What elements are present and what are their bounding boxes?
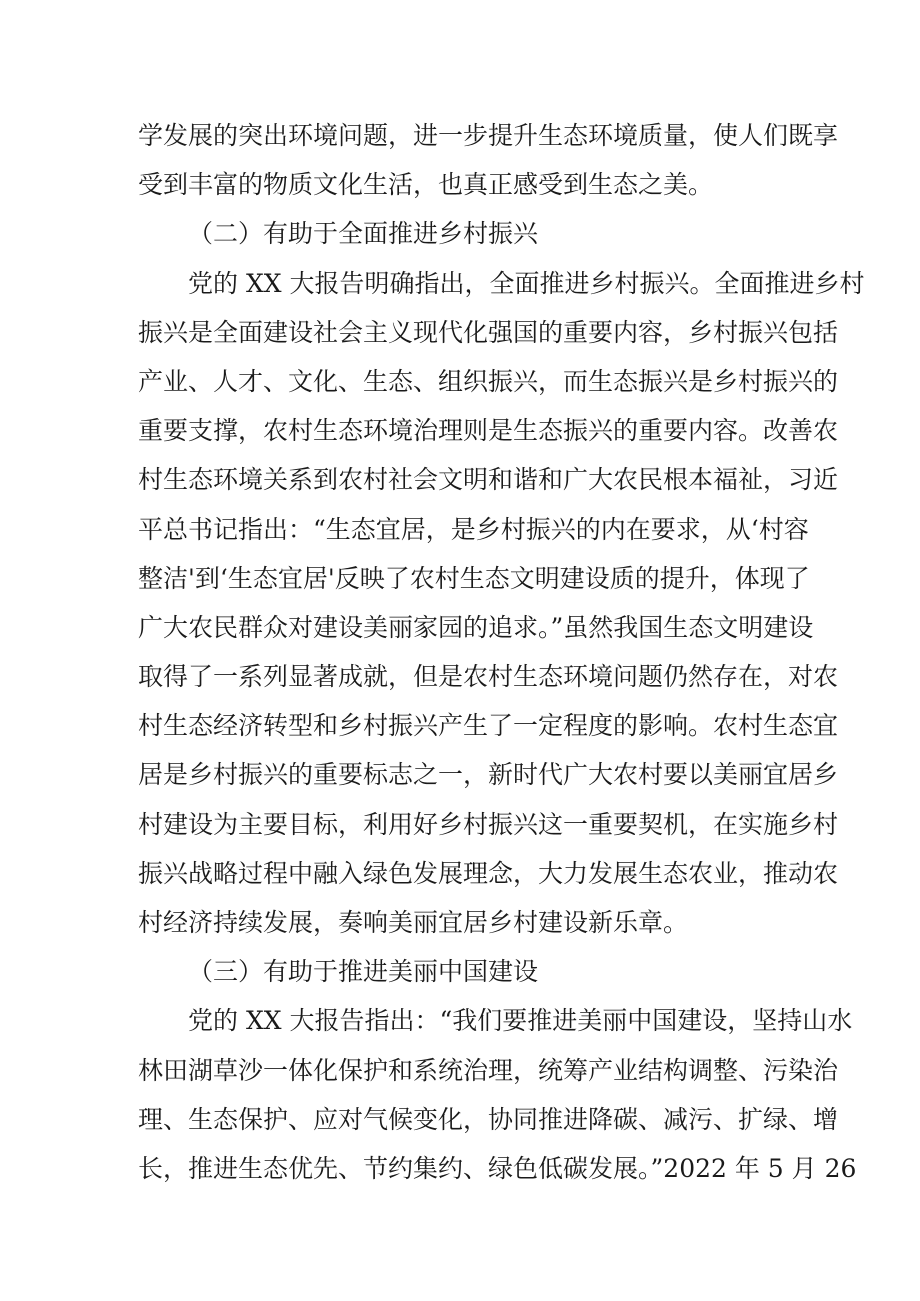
body-line: 取得了一系列显著成就，但是农村生态环境问题仍然存在，对农: [138, 662, 839, 692]
body-line: 广大农民群众对建设美丽家园的追求。”虽然我国生态文明建设: [138, 612, 814, 642]
body-line: 长，推进生态优先、节约集约、绿色低碳发展。”2022 年 5 月 26: [138, 1153, 857, 1183]
section-heading: （三）有助于推进美丽中国建设: [188, 957, 539, 987]
body-line: 林田湖草沙一体化保护和系统治理，统筹产业结构调整、污染治: [138, 1055, 839, 1085]
body-line: 学发展的突出环境问题，进一步提升生态环境质量，使人们既享: [138, 121, 839, 150]
body-line: 受到丰富的物质文化生活，也真正感受到生态之美。: [138, 170, 714, 200]
body-line: 村经济持续发展，奏响美丽宜居乡村建设新乐章。: [138, 908, 689, 937]
body-line: 理、生态保护、应对气候变化，协同推进降碳、减污、扩绿、增: [138, 1104, 839, 1134]
body-line: 党的 XX 大报告明确指出，全面推进乡村振兴。全面推进乡村: [188, 268, 865, 298]
body-line: 重要支撑，农村生态环境治理则是生态振兴的重要内容。改善农: [138, 416, 839, 446]
body-line: 振兴战略过程中融入绿色发展理念，大力发展生态农业，推动农: [138, 858, 839, 888]
body-line: 产业、人才、文化、生态、组织振兴，而生态振兴是乡村振兴的: [138, 366, 839, 396]
body-line: 党的 XX 大报告指出：“我们要推进美丽中国建设，坚持山水: [188, 1006, 853, 1036]
body-line: 村建设为主要目标，利用好乡村振兴这一重要契机，在实施乡村: [138, 809, 839, 839]
body-line: 村生态环境关系到农村社会文明和谐和广大农民根本福祉，习近: [138, 465, 839, 495]
body-line: 村生态经济转型和乡村振兴产生了一定程度的影响。农村生态宜: [138, 711, 839, 741]
body-line: 居是乡村振兴的重要标志之一，新时代广大农村要以美丽宜居乡: [138, 760, 839, 790]
document-body: [138, 111, 865, 1193]
body-line: 整洁'到‘生态宜居'反映了农村生态文明建设质的提升，体现了: [138, 563, 810, 593]
body-line: 平总书记指出：“生态宜居，是乡村振兴的内在要求，从‘村容: [138, 514, 809, 544]
section-heading: （二）有助于全面推进乡村振兴: [188, 219, 539, 249]
body-line: 振兴是全面建设社会主义现代化强国的重要内容，乡村振兴包括: [138, 317, 839, 347]
